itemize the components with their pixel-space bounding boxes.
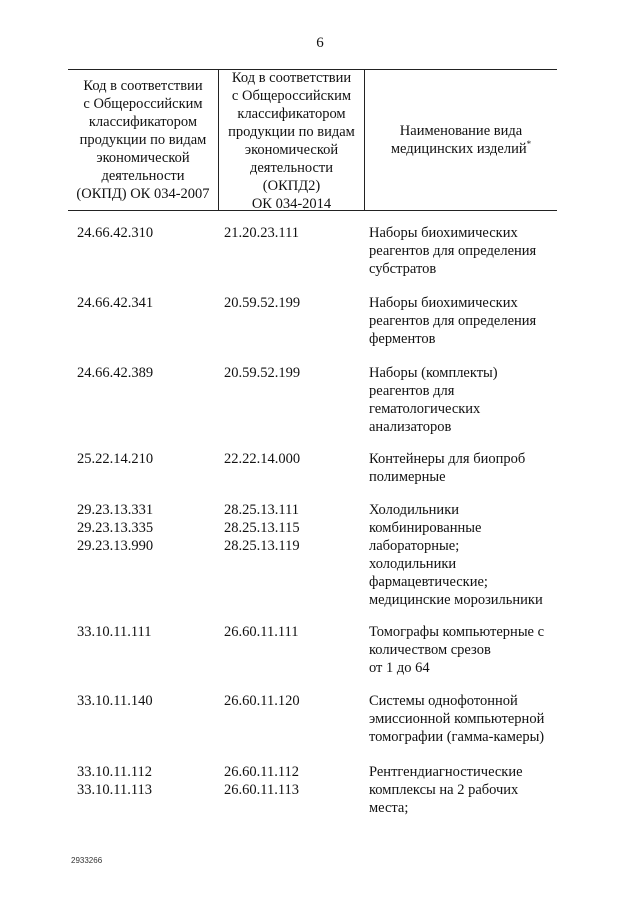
header-bottom-rule — [68, 210, 557, 211]
okpd2-code: 22.22.14.000 — [224, 451, 301, 467]
okpd2-code: 26.60.11.112 26.60.11.113 — [224, 764, 300, 798]
header-okpd: Код в соответствии с Общероссийским классификатором продукции по видам экономической деятельности (ОКПД) ОК 034-2007 — [76, 78, 210, 202]
device-name: Томографы компьютерные с количеством срезов от 1 до 64 — [369, 624, 545, 676]
device-name: Холодильники комбинированные лабораторные; холодильники фармацевтические; медицинские морозильники — [369, 502, 543, 608]
okpd-code: 24.66.42.389 — [77, 365, 154, 381]
okpd-code: 25.22.14.210 — [77, 451, 154, 467]
header-okpd2: Код в соответствии с Общероссийским классификатором продукции по видам экономической деятельности (ОКПД2) ОК 034-2014 — [228, 70, 355, 212]
okpd-code: 33.10.11.112 33.10.11.113 — [77, 764, 153, 798]
header-device-name-text: Наименование вида медицинских изделий — [390, 122, 527, 157]
okpd2-code: 20.59.52.199 — [224, 365, 301, 381]
device-name: Рентгендиагностические комплексы на 2 рабочих места; — [369, 764, 523, 816]
okpd2-code: 21.20.23.111 — [224, 225, 300, 241]
device-name: Наборы биохимических реагентов для определения ферментов — [369, 295, 537, 347]
okpd2-code: 28.25.13.111 28.25.13.115 28.25.13.119 — [224, 502, 300, 554]
device-name: Системы однофотонной эмиссионной компьютерной томографии (гамма-камеры) — [369, 693, 545, 745]
document-id: 2933266 — [71, 856, 103, 865]
okpd-code: 33.10.11.140 — [77, 693, 153, 709]
okpd-code: 24.66.42.341 — [77, 295, 154, 311]
okpd2-code: 26.60.11.111 — [224, 624, 299, 640]
device-name: Наборы биохимических реагентов для определения субстратов — [369, 225, 537, 277]
okpd-code: 24.66.42.310 — [77, 225, 154, 241]
device-name: Контейнеры для биопроб полимерные — [369, 451, 526, 485]
okpd-code: 33.10.11.111 — [77, 624, 152, 640]
okpd-code: 29.23.13.331 29.23.13.335 29.23.13.990 — [77, 502, 154, 554]
okpd2-code: 26.60.11.120 — [224, 693, 300, 709]
page-number: 6 — [316, 35, 324, 51]
okpd2-code: 20.59.52.199 — [224, 295, 301, 311]
footnote-marker: * — [526, 138, 532, 149]
header-device-name — [365, 69, 557, 210]
device-name: Наборы (комплекты) реагентов для гематологических анализаторов — [369, 365, 498, 435]
